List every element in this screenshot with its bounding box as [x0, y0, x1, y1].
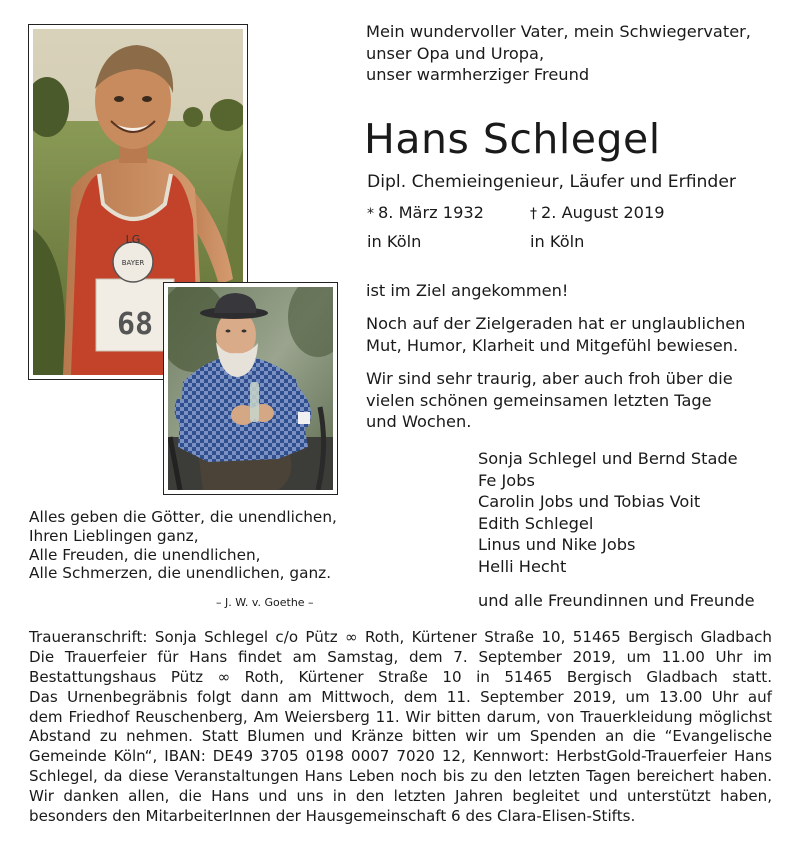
- message-text: ist im Ziel angekommen!: [366, 281, 569, 300]
- portrait-photo: [164, 283, 337, 494]
- family-member: Sonja Schlegel und Bernd Stade: [478, 449, 738, 468]
- poem-line: Ihren Lieblingen ganz,: [29, 526, 199, 545]
- birth-symbol: *: [367, 206, 374, 222]
- message-text: und Wochen.: [366, 412, 472, 432]
- funeral-notice: [29, 628, 772, 827]
- intro-line: Mein wundervoller Vater, mein Schwiegervater,: [366, 22, 751, 41]
- death-info: [530, 199, 665, 256]
- family-member: Carolin Jobs und Tobias Voit: [478, 492, 701, 512]
- intro-line: unser warmherziger Freund: [366, 65, 590, 85]
- notice-line: Die Trauerfeier für Hans findet am Samstag, dem 7. September 2019, um 11.00 Uhr im: [29, 647, 772, 666]
- family-friends: und alle Freundinnen und Freunde: [478, 591, 755, 610]
- bib-number-text: 68: [116, 307, 154, 342]
- deceased-profession: Dipl. Chemieingenieur, Läufer und Erfinder: [367, 172, 736, 192]
- notice-line: Traueranschrift: Sonja Schlegel c/o Pütz ∞ Roth, Kürtener Straße 10, 51465 Bergisch Gladbach: [29, 628, 772, 646]
- birth-place: in Köln: [367, 232, 422, 251]
- family-member: Linus und Nike Jobs: [478, 535, 636, 555]
- poem-author: – J. W. v. Goethe –: [216, 596, 314, 609]
- message-text: Noch auf der Zielgeraden hat er unglaublichen: [366, 314, 746, 333]
- notice-line: besonders den MitarbeiterInnen der Hausgemeinschaft 6 des Clara-Elisen-Stifts.: [29, 807, 636, 826]
- message-text: vielen schönen gemeinsamen letzten Tage: [366, 390, 712, 410]
- intro-text: [366, 21, 751, 86]
- notice-line: dem Friedhof Reuschenberg, Am Weiersberg 11. Wir bitten darum, von Trauerkleidung möglichst: [29, 707, 772, 726]
- poem-line: Alle Schmerzen, die unendlichen, ganz.: [29, 564, 332, 583]
- message-paragraph-3: [366, 368, 733, 433]
- family-member: Helli Hecht: [478, 556, 567, 576]
- notice-line: Bestattungshaus Pütz ∞ Roth, Kürtener Straße 10 in 51465 Bergisch Gladbach statt.: [29, 667, 772, 686]
- portrait-photo-image: [168, 287, 333, 490]
- notice-line: Abstand zu nehmen. Statt Blumen und Kränze bitten wir um Spenden an die “Evangelische: [29, 727, 772, 746]
- poem-line: Alle Freuden, die unendlichen,: [29, 545, 261, 564]
- message-text: Wir sind sehr traurig, aber auch froh über die: [366, 369, 733, 388]
- birth-date: 8. März 1932: [378, 203, 484, 222]
- notice-line: Das Urnenbegräbnis folgt dann am Mittwoch, dem 11. September 2019, um 13.00 Uhr auf: [29, 687, 772, 706]
- notice-line: Schlegel, da diese Veranstaltungen Hans Leben noch bis zu den letzten Tagen bereichert haben.: [29, 767, 772, 786]
- intro-line: unser Opa und Uropa,: [366, 43, 545, 63]
- family-list: [478, 448, 738, 578]
- notice-line: Gemeinde Köln“, IBAN: DE49 3705 0198 0007 7020 12, Kennwort: HerbstGold-Trauerfeier Hans: [29, 747, 772, 766]
- birth-info: [367, 199, 484, 256]
- deceased-name: Hans Schlegel: [364, 115, 661, 163]
- message-text: Mut, Humor, Klarheit und Mitgefühl bewiesen.: [366, 335, 739, 355]
- family-member: Edith Schlegel: [478, 513, 594, 533]
- death-place: in Köln: [530, 232, 585, 251]
- bib-lg-text: LG: [125, 233, 141, 246]
- poem-line: Alles geben die Götter, die unendlichen,: [29, 508, 337, 526]
- notice-line: Wir danken allen, die Hans und uns in den letzten Jahren begleitet und unterstützt haben,: [29, 787, 772, 806]
- death-symbol: †: [530, 206, 537, 222]
- bib-brand-text: BAYER: [121, 259, 145, 267]
- message-line1: [366, 280, 568, 302]
- death-date: 2. August 2019: [541, 203, 665, 222]
- message-paragraph-2: [366, 313, 745, 356]
- poem: [29, 507, 337, 582]
- family-member: Fe Jobs: [478, 470, 535, 490]
